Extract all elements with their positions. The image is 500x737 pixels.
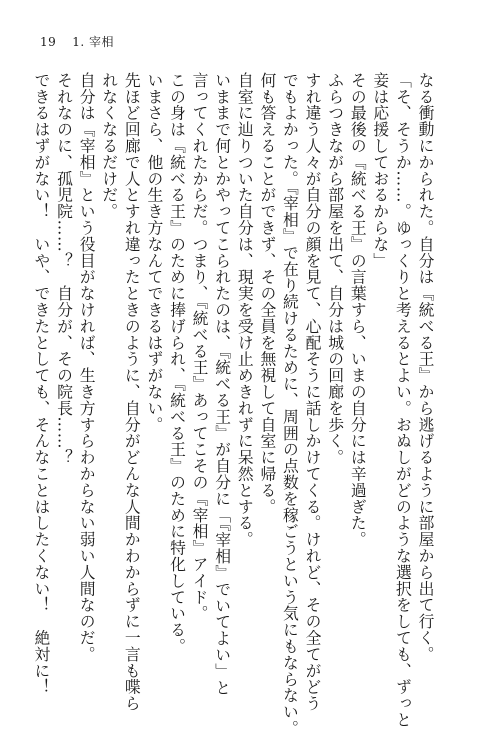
text-line: 妾は応援しておるからな」	[370, 72, 390, 269]
text-line: それなのに、孤児院……？ 自分が、その院長……？	[54, 72, 74, 466]
text-line: いまさら、他の生き方なんてできるはずがない。	[144, 72, 164, 433]
vertical-body-text	[31, 72, 436, 737]
page-number: 19	[40, 35, 57, 49]
text-line: すれ違う人々が自分の顔を見て、心配そうに話しかけてくる。けれど、その全てがどう	[303, 72, 323, 712]
text-line: でもよかった。『宰相』で在り続けるために、周囲の点数を稼ごうという気にもならない。	[280, 72, 300, 737]
chapter-title: 1. 宰相	[72, 35, 115, 49]
text-line: れなくなるだけだ。	[99, 72, 119, 220]
text-line: 自分は『宰相』という役目がなければ、生き方すらわからない弱い人間なのだ。	[77, 72, 97, 663]
text-line: できるはずがない！ いや、できたとしても、そんなことはしたくない！ 絶対に！	[31, 72, 51, 696]
text-line: ふらつきながら部屋を出て、自分は城の回廊を歩く。	[325, 72, 345, 466]
text-line: 先ほど回廊で人とすれ違ったときのように、自分がどんな人間かわからずに一言も喋ら	[122, 72, 142, 712]
text-line: いままで何とかやってこられたのは、『統べる王』が自分に「『宰相』でいてよい」と	[212, 72, 232, 696]
text-line: 何も答えることができず、その全員を無視して自室に帰る。	[257, 72, 277, 515]
text-line: この身は『統べる王』のために捧げられ、『統べる王』のために特化している。	[167, 72, 187, 655]
running-header	[40, 33, 114, 50]
text-line: 自室に辿りついた自分は、現実を受け止めきれずに呆然とする。	[235, 72, 255, 548]
text-line: その最後の『統べる王』の言葉すら、いまの自分には辛過ぎた。	[348, 72, 368, 548]
text-line: 言ってくれたからだ。つまり、『統べる王』あってこその『宰相』アイド。	[190, 72, 210, 622]
text-line: 「そ、そうか……。ゆっくりと考えるとよい。おぬしがどのような選択をしても、ずっと	[393, 72, 413, 728]
text-line: なる衝動にかられた。自分は『統べる王』から逃げるように部屋から出て行く。	[416, 72, 435, 663]
